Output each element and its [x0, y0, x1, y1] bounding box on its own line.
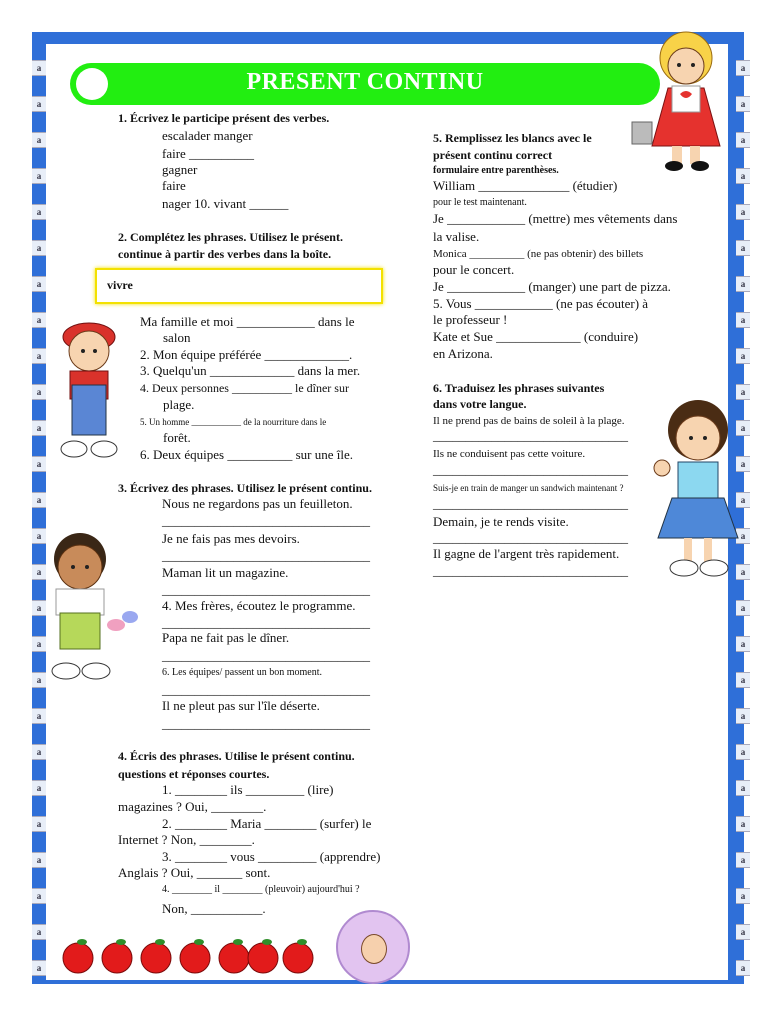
s5-line: le professeur ! [433, 312, 508, 327]
section-5-title-b: présent continu correct [433, 148, 553, 162]
page-title: PRESENT CONTINU [246, 69, 484, 95]
s3-answer-line: ________________________________ [162, 682, 370, 697]
thistlegirl-logo [336, 910, 410, 984]
s5-line: Je ____________ (manger) une part de pizza. [433, 279, 671, 294]
left-tab-strip: a a a a a a a a a a a a a a a a a a a a a a a a a a [32, 60, 46, 996]
s2-line: 6. Deux équipes __________ sur une île. [140, 447, 354, 462]
s3-sentence: Maman lit un magazine. [162, 565, 289, 580]
section-2-title: 2. Complétez les phrases. Utilisez le présent. [118, 230, 343, 244]
s3-answer-line: ________________________________ [162, 513, 370, 528]
s3-answer-line: ________________________________ [162, 615, 370, 630]
s4-line: 2. ________ Maria ________ (surfer) le [162, 816, 372, 831]
s4-line: 4. ________ il ________ (pleuvoir) aujourd'hui ? [162, 884, 360, 895]
girl-blonde-clipart [628, 28, 744, 174]
s5-line: Kate et Sue _____________ (conduire) [433, 329, 639, 344]
s5-line: pour le test maintenant. [433, 197, 527, 208]
section-5-title: 5. Remplissez les blancs avec le [433, 131, 592, 145]
s5-line: la valise. [433, 229, 480, 244]
section-4-title: 4. Écris des phrases. Utilise le présent continu. [118, 749, 355, 763]
s2-line: 5. Un homme ___________ de la nourriture dans le [140, 417, 327, 427]
s6-answer-line: ______________________________ [433, 462, 628, 477]
s6-answer-line: ______________________________ [433, 563, 628, 578]
section-2-title-b: continue à partir des verbes dans la boîte. [118, 247, 332, 261]
s4-line: 1. ________ ils _________ (lire) [162, 782, 334, 797]
s2-line: 3. Quelqu'un _____________ dans la mer. [140, 363, 361, 378]
s3-sentence: 4. Mes frères, écoutez le programme. [162, 598, 356, 613]
s2-line: Ma famille et moi ____________ dans le [140, 314, 355, 329]
s1-line: faire [162, 178, 186, 193]
s6-sentence: Demain, je te rends visite. [433, 514, 569, 529]
s3-sentence: 6. Les équipes/ passent un bon moment. [162, 667, 322, 678]
s1-line: escalader manger [162, 128, 253, 143]
s5-line: Monica __________ (ne pas obtenir) des billets [433, 248, 644, 260]
s2-line: 2. Mon équipe préférée _____________. [140, 347, 353, 362]
s5-line: 5. Vous ____________ (ne pas écouter) à [433, 296, 649, 311]
s1-line: gagner [162, 162, 198, 177]
s2-line: 4. Deux personnes __________ le dîner sur [140, 381, 349, 395]
s3-sentence: Nous ne regardons pas un feuilleton. [162, 496, 353, 511]
s4-line: Anglais ? Oui, _______ sont. [118, 865, 271, 880]
s6-sentence: Ils ne conduisent pas cette voiture. [433, 448, 586, 460]
s3-answer-line: ________________________________ [162, 548, 370, 563]
section-6-title-b: dans votre langue. [433, 397, 527, 411]
s5-line: pour le concert. [433, 262, 515, 277]
s6-sentence: Il ne prend pas de bains de soleil à la plage. [433, 415, 625, 427]
word-box [95, 268, 383, 304]
title-banner [70, 63, 660, 105]
s4-line: 3. ________ vous _________ (apprendre) [162, 849, 381, 864]
section-6-title: 6. Traduisez les phrases suivantes [433, 381, 605, 395]
box-word: vivre [107, 278, 133, 292]
boy-flowers-clipart [34, 525, 144, 685]
s3-answer-line: ________________________________ [162, 582, 370, 597]
s2-line: forêt. [163, 430, 191, 445]
section-3-title: 3. Écrivez des phrases. Utilisez le présent continu. [118, 481, 372, 495]
section-5-subtitle: formulaire entre parenthèses. [433, 165, 559, 176]
s4-line: magazines ? Oui, ________. [118, 799, 267, 814]
s1-line: nager 10. vivant ______ [162, 196, 289, 211]
boy-red-cap-clipart [52, 315, 126, 465]
s6-sentence: Suis-je en train de manger un sandwich maintenant ? [433, 483, 624, 493]
s3-sentence: Il ne pleut pas sur l'île déserte. [162, 698, 320, 713]
s6-answer-line: ______________________________ [433, 428, 628, 443]
section-1-title: 1. Écrivez le participe présent des verbes. [118, 111, 330, 125]
s4-line: Internet ? Non, ________. [118, 832, 255, 847]
logo-face-icon [361, 934, 387, 964]
s6-answer-line: ______________________________ [433, 530, 628, 545]
s3-answer-line: ________________________________ [162, 648, 370, 663]
s3-sentence: Papa ne fait pas le dîner. [162, 630, 290, 645]
s1-line: faire __________ [162, 146, 255, 161]
s5-line: William ______________ (étudier) [433, 178, 618, 193]
s2-line: plage. [163, 397, 195, 412]
girl-waving-clipart [652, 398, 744, 588]
s6-sentence: Il gagne de l'argent très rapidement. [433, 546, 620, 561]
s5-line: en Arizona. [433, 346, 493, 361]
section-4-title-b: questions et réponses courtes. [118, 767, 270, 781]
s3-answer-line: ________________________________ [162, 716, 370, 731]
apples-row [60, 936, 318, 976]
s4-line: Non, ___________. [162, 901, 266, 916]
s2-line: salon [163, 330, 191, 345]
s5-line: Je ____________ (mettre) mes vêtements dans [433, 211, 678, 226]
s3-sentence: Je ne fais pas mes devoirs. [162, 531, 300, 546]
right-tab-strip: a a a a a a a a a a a a a a a a a a a a a a a a a a [736, 60, 750, 996]
s6-answer-line: ______________________________ [433, 496, 628, 511]
